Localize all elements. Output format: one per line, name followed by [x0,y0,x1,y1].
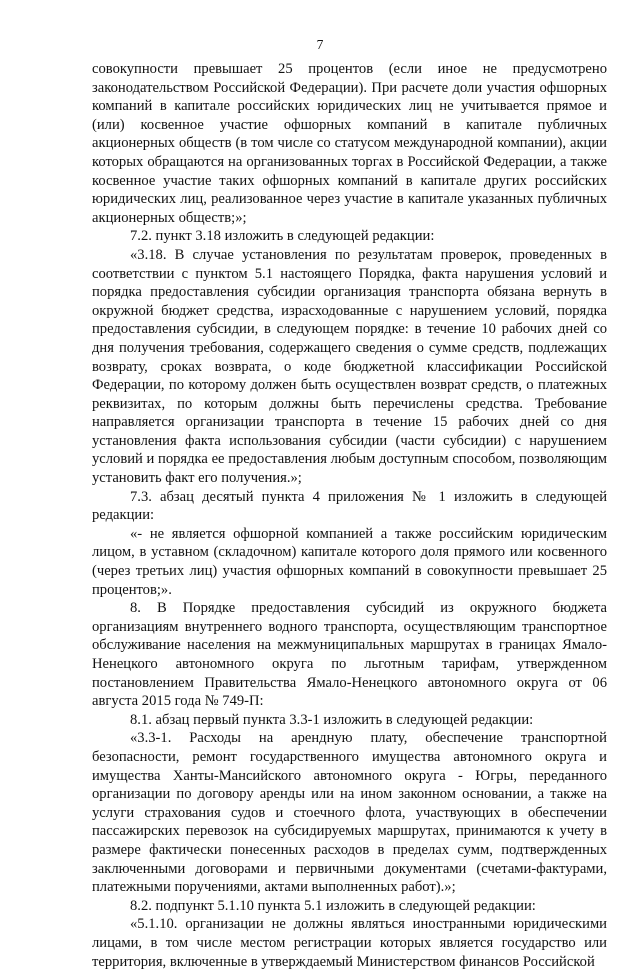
paragraph-7-3: 7.3. абзац десятый пункта 4 приложения № 1 изложить в следующей редакции: [92,488,607,524]
paragraph-offshore-clause: «- не является офшорной компанией а также российским юридическим лицом, в уставном (складочном) капитале которого доля прямого или косвенного (через третьих лиц) участия офшорных компаний в совокупности превышает 25 процентов;». [92,525,607,598]
paragraph-3-18: «3.18. В случае установления по результатам проверок, проведенных в соответствии с пунктом 5.1 настоящего Порядка, факта нарушения условий и порядка предоставления субсидии организация транспорта обязана вернуть в окружной бюджет средства, израсходованные с нарушением условий, порядка предоставления субсидии, в следующем порядке: в течение 10 рабочих дней со дня получения требования, содержащего сведения о сумме средств, подлежащих возврату, сроках возврата, о коде бюджетной классификации Российской Федерации, по которому должен быть осуществлен возврат средств, о платежных реквизитах, по которым должны быть перечислены средства. Требование направляется организации транспорта в течение 15 рабочих дней со дня установления факта использования субсидии (части субсидии) с нарушением условий и порядка ее предоставления любым доступным способом, позволяющим установить факт его получения.»; [92,246,607,487]
paragraph-5-1-10: «5.1.10. организации не должны являться иностранными юридическими лицами, в том числе местом регистрации которых является государство или территория, включенные в утверждаемый Министерством финансов Российской [92,916,607,970]
paragraph-continuation: совокупности превышает 25 процентов (если иное не предусмотрено законодательством Российской Федерации). При расчете доли участия офшорных компаний в капитале российских юридических лиц не учитывается прямое и (или) косвенное участие офшорных компаний в капитале публичных акционерных обществ (в том числе со статусом международной компании), акции которых обращаются на организованных торгах в Российской Федерации, а также косвенное участие таких офшорных компаний в капитале других российских юридических лиц, реализованное через участие в капитале указанных публичных акционерных обществ;»; [92,61,607,226]
paragraph-8: 8. В Порядке предоставления субсидий из окружного бюджета организациям внутреннего водного транспорта, осуществляющим транспортное обслуживание населения на межмуниципальных маршрутах в границах Ямало-Ненецкого автономного округа по льготным тарифам, утвержденном постановлением Правительства Ямало-Ненецкого автономного округа от 06 августа 2015 года № 749-П: [92,600,607,710]
paragraph-8-1: 8.1. абзац первый пункта 3.3-1 изложить в следующей редакции: [130,711,534,728]
paragraph-7-2: 7.2. пункт 3.18 изложить в следующей редакции: [130,228,435,245]
paragraph-3-3-1: «3.3-1. Расходы на арендную плату, обеспечение транспортной безопасности, ремонт государственного имущества автономного округа и имущества Ханты-Мансийского автономного округа - Югры, переданного организации по договору аренды или на ином законном основании, а также на услуги страхования судов и стоечного флота, участвующих в обеспечении пассажирских перевозок на субсидируемых маршрутах, принимаются к учету в размере фактически понесенных расходов в пределах сумм, подтвержденных заключенными договорами и первичными документами (счетами-фактурами, платежными поручениями, актами выполненных работ).»; [92,730,607,896]
document-body [92,60,607,971]
paragraph-8-2: 8.2. подпункт 5.1.10 пункта 5.1 изложить в следующей редакции: [130,897,536,914]
page-number: 7 [316,37,324,52]
